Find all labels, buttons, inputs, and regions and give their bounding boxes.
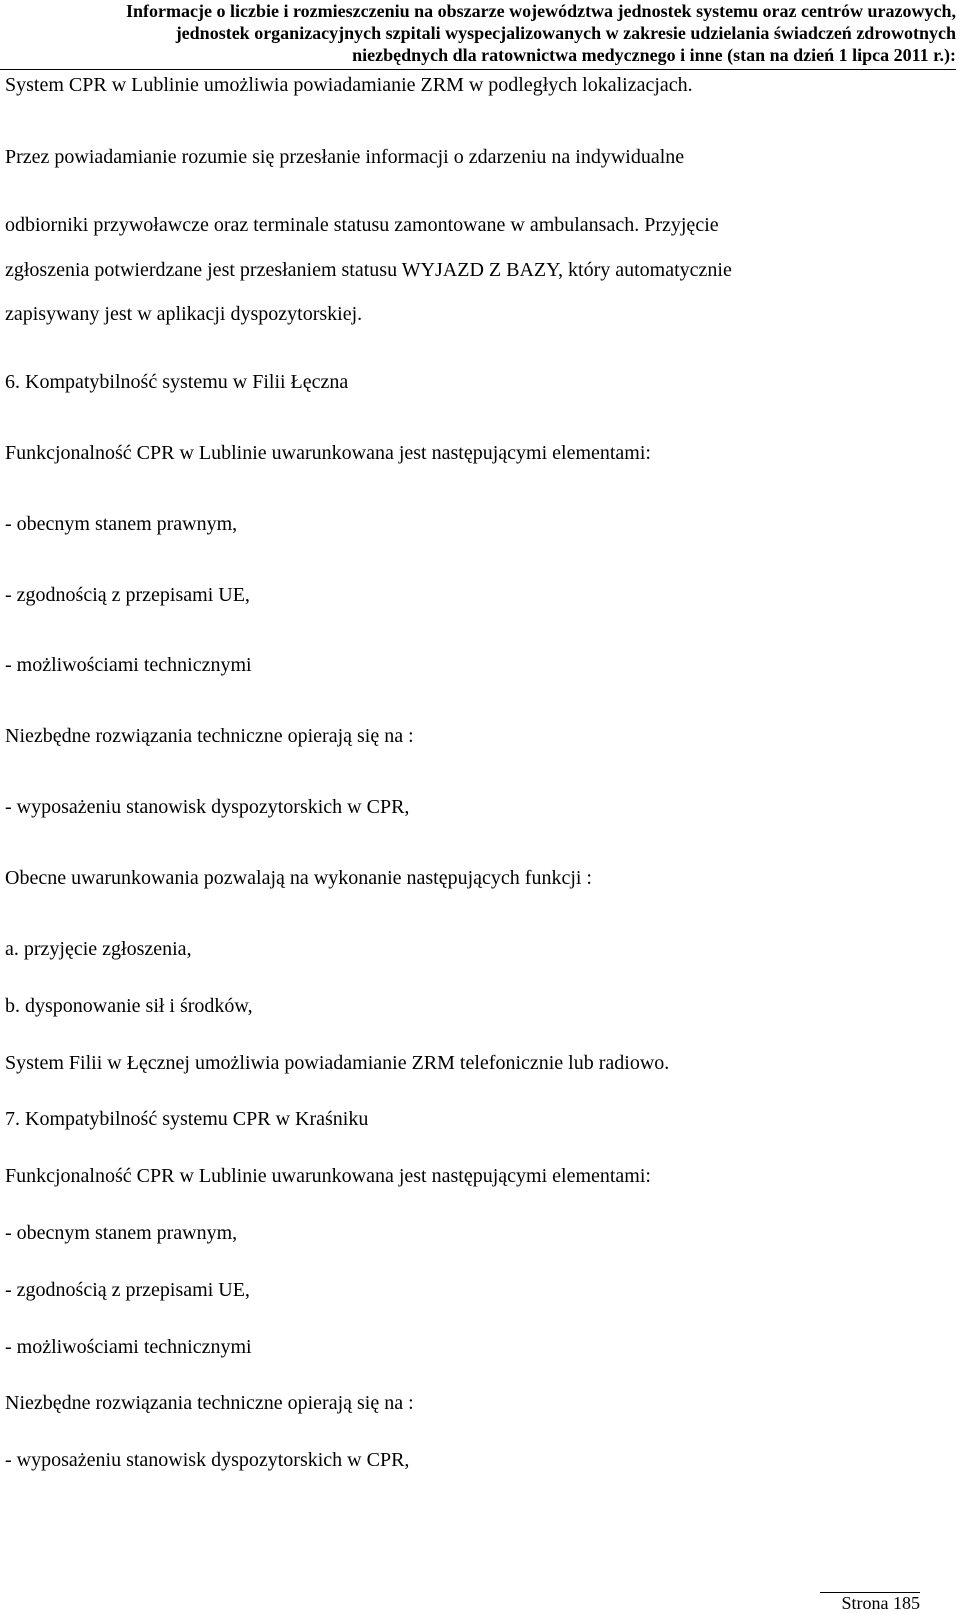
header-line-2: jednostek organizacyjnych szpitali wyspecjalizowanych w zakresie udzielania świadczeń zdrowotnych [175, 23, 956, 43]
list-item: - zgodnością z przepisami UE, [5, 584, 250, 606]
list-item: - zgodnością z przepisami UE, [5, 1279, 250, 1301]
list-item: - obecnym stanem prawnym, [5, 1222, 238, 1244]
list-item: b. dysponowanie sił i środków, [5, 995, 253, 1017]
text-line: odbiorniki przywoławcze oraz terminale statusu zamontowane w ambulansach. Przyjęcie [5, 214, 719, 236]
text-line: Niezbędne rozwiązania techniczne opierają się na : [5, 1392, 414, 1414]
list-item: - obecnym stanem prawnym, [5, 513, 238, 535]
text-line: System Filii w Łęcznej umożliwia powiadamianie ZRM telefonicznie lub radiowo. [5, 1052, 670, 1074]
section-heading: 6. Kompatybilność systemu w Filii Łęczna [5, 371, 349, 393]
header-line-1: Informacje o liczbie i rozmieszczeniu na obszarze województwa jednostek systemu oraz centrów urazowych, [126, 1, 956, 21]
text-line: Niezbędne rozwiązania techniczne opierają się na : [5, 725, 414, 747]
page-header [0, 0, 956, 66]
header-line-3: niezbędnych dla ratownictwa medycznego i inne (stan na dzień 1 lipca 2011 r.): [352, 45, 956, 65]
text-line: Obecne uwarunkowania pozwalają na wykonanie następujących funkcji : [5, 867, 592, 889]
list-item: a. przyjęcie zgłoszenia, [5, 938, 192, 960]
list-item: - możliwościami technicznymi [5, 1336, 252, 1358]
text-line: Funkcjonalność CPR w Lublinie uwarunkowana jest następującymi elementami: [5, 1165, 651, 1187]
text-line: zapisywany jest w aplikacji dyspozytorskiej. [5, 303, 363, 325]
text-line: Funkcjonalność CPR w Lublinie uwarunkowana jest następującymi elementami: [5, 442, 651, 464]
list-item: - możliwościami technicznymi [5, 654, 252, 676]
text-line: Przez powiadamianie rozumie się przesłanie informacji o zdarzeniu na indywidualne [5, 146, 685, 168]
text-line: System CPR w Lublinie umożliwia powiadamianie ZRM w podległych lokalizacjach. [5, 74, 693, 96]
text-line: zgłoszenia potwierdzane jest przesłaniem statusu WYJAZD Z BAZY, który automatycznie [5, 259, 732, 281]
list-item: - wyposażeniu stanowisk dyspozytorskich w CPR, [5, 1449, 410, 1471]
list-item: - wyposażeniu stanowisk dyspozytorskich w CPR, [5, 796, 410, 818]
section-heading: 7. Kompatybilność systemu CPR w Kraśniku [5, 1108, 369, 1130]
header-divider [0, 69, 956, 70]
page-number: Strona 185 [841, 1593, 920, 1613]
